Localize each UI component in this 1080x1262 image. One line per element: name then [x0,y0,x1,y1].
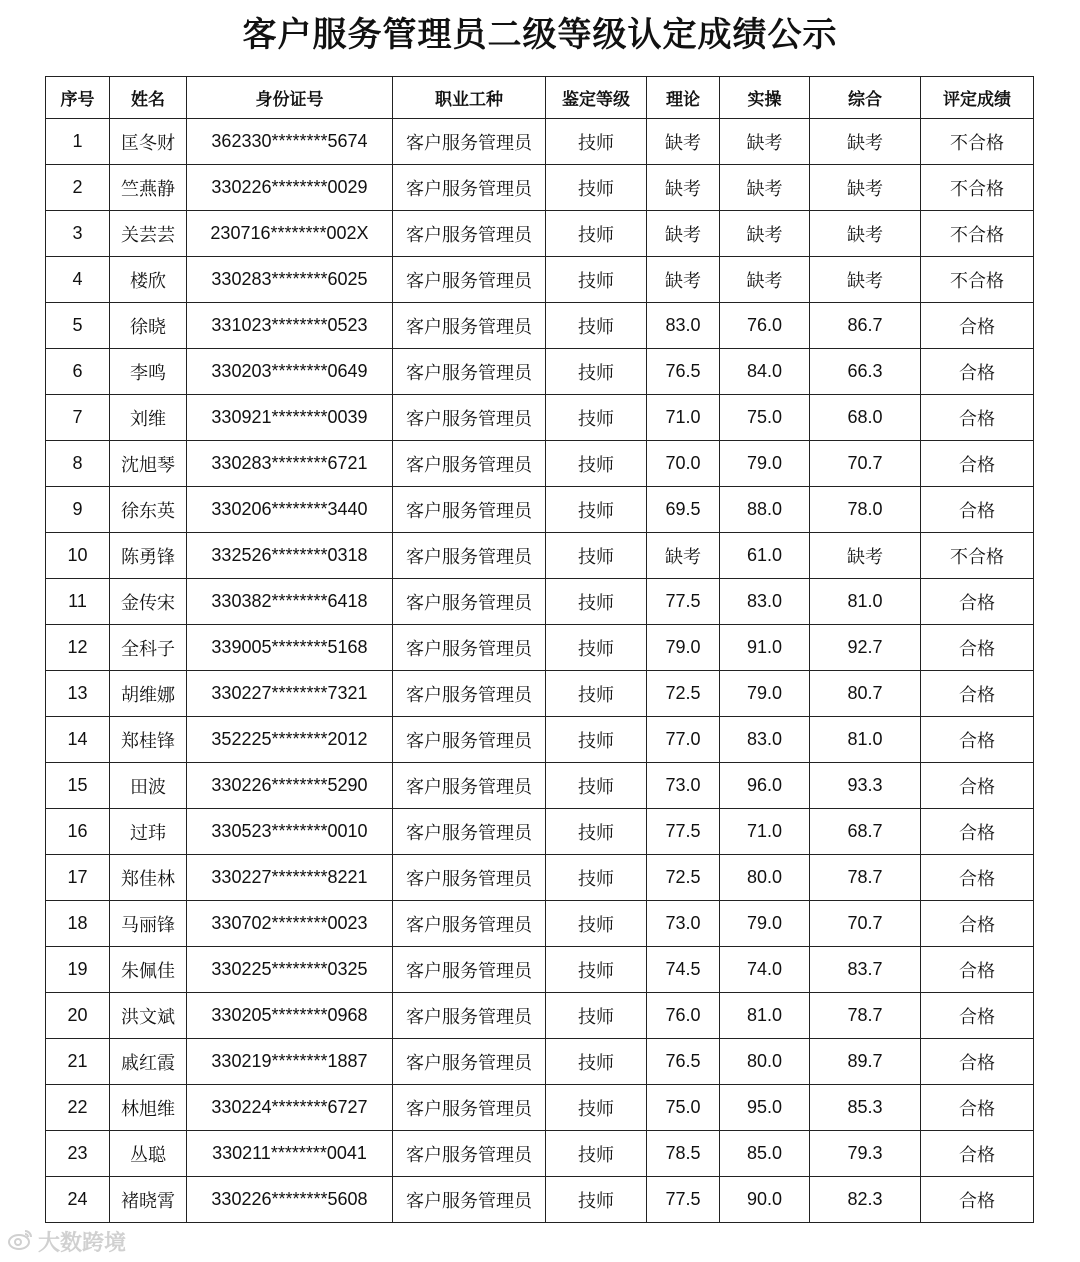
cell-overall: 缺考 [810,257,921,303]
table-row [46,395,1034,441]
cell-name: 褚晓霄 [110,1177,187,1223]
cell-occupation: 客户服务管理员 [393,349,546,395]
cell-theory: 83.0 [647,303,720,349]
cell-overall: 81.0 [810,717,921,763]
header-practice: 实操 [720,77,810,119]
cell-name: 竺燕静 [110,165,187,211]
cell-id-number: 330225********0325 [187,947,393,993]
table-row [46,717,1034,763]
cell-practice: 74.0 [720,947,810,993]
cell-theory: 缺考 [647,533,720,579]
cell-overall: 78.0 [810,487,921,533]
cell-name: 徐晓 [110,303,187,349]
cell-occupation: 客户服务管理员 [393,257,546,303]
cell-occupation: 客户服务管理员 [393,119,546,165]
cell-occupation: 客户服务管理员 [393,1177,546,1223]
cell-practice: 95.0 [720,1085,810,1131]
cell-level: 技师 [546,671,647,717]
cell-theory: 70.0 [647,441,720,487]
cell-occupation: 客户服务管理员 [393,211,546,257]
cell-overall: 70.7 [810,441,921,487]
cell-level: 技师 [546,763,647,809]
cell-name: 林旭维 [110,1085,187,1131]
cell-practice: 缺考 [720,257,810,303]
cell-practice: 缺考 [720,211,810,257]
cell-theory: 69.5 [647,487,720,533]
cell-practice: 75.0 [720,395,810,441]
cell-theory: 78.5 [647,1131,720,1177]
cell-seq: 23 [46,1131,110,1177]
cell-seq: 22 [46,1085,110,1131]
cell-occupation: 客户服务管理员 [393,303,546,349]
cell-id-number: 330226********5608 [187,1177,393,1223]
cell-occupation: 客户服务管理员 [393,1085,546,1131]
cell-name: 田波 [110,763,187,809]
cell-seq: 17 [46,855,110,901]
header-id-number: 身份证号 [187,77,393,119]
cell-id-number: 330283********6025 [187,257,393,303]
cell-overall: 79.3 [810,1131,921,1177]
cell-theory: 73.0 [647,901,720,947]
table-row [46,809,1034,855]
cell-name: 陈勇锋 [110,533,187,579]
cell-practice: 96.0 [720,763,810,809]
cell-id-number: 330523********0010 [187,809,393,855]
cell-seq: 24 [46,1177,110,1223]
cell-seq: 18 [46,901,110,947]
table-row [46,993,1034,1039]
cell-practice: 缺考 [720,165,810,211]
cell-seq: 2 [46,165,110,211]
table-body [46,119,1034,1223]
cell-name: 关芸芸 [110,211,187,257]
cell-result: 合格 [921,855,1034,901]
cell-seq: 10 [46,533,110,579]
header-theory: 理论 [647,77,720,119]
cell-result: 合格 [921,1177,1034,1223]
cell-seq: 5 [46,303,110,349]
cell-id-number: 362330********5674 [187,119,393,165]
cell-level: 技师 [546,717,647,763]
table-row [46,901,1034,947]
cell-practice: 79.0 [720,441,810,487]
cell-practice: 85.0 [720,1131,810,1177]
cell-level: 技师 [546,165,647,211]
cell-id-number: 330227********7321 [187,671,393,717]
table-row [46,119,1034,165]
cell-practice: 71.0 [720,809,810,855]
cell-practice: 88.0 [720,487,810,533]
cell-result: 合格 [921,1131,1034,1177]
cell-theory: 71.0 [647,395,720,441]
table-row [46,579,1034,625]
cell-overall: 78.7 [810,855,921,901]
cell-overall: 92.7 [810,625,921,671]
cell-theory: 77.5 [647,809,720,855]
cell-overall: 93.3 [810,763,921,809]
cell-name: 沈旭琴 [110,441,187,487]
cell-level: 技师 [546,119,647,165]
cell-seq: 4 [46,257,110,303]
cell-overall: 缺考 [810,211,921,257]
table-row [46,165,1034,211]
cell-id-number: 330283********6721 [187,441,393,487]
cell-occupation: 客户服务管理员 [393,395,546,441]
cell-level: 技师 [546,303,647,349]
cell-overall: 缺考 [810,165,921,211]
cell-result: 不合格 [921,257,1034,303]
cell-seq: 9 [46,487,110,533]
cell-level: 技师 [546,993,647,1039]
cell-theory: 77.0 [647,717,720,763]
cell-practice: 90.0 [720,1177,810,1223]
cell-overall: 86.7 [810,303,921,349]
cell-overall: 82.3 [810,1177,921,1223]
cell-practice: 91.0 [720,625,810,671]
table-row [46,1085,1034,1131]
cell-name: 徐东英 [110,487,187,533]
table-header-row [46,77,1034,119]
cell-id-number: 330921********0039 [187,395,393,441]
cell-name: 洪文斌 [110,993,187,1039]
cell-theory: 79.0 [647,625,720,671]
cell-level: 技师 [546,1039,647,1085]
table-row [46,211,1034,257]
cell-level: 技师 [546,487,647,533]
cell-overall: 78.7 [810,993,921,1039]
cell-id-number: 330219********1887 [187,1039,393,1085]
cell-seq: 15 [46,763,110,809]
cell-name: 金传宋 [110,579,187,625]
cell-id-number: 330702********0023 [187,901,393,947]
cell-result: 合格 [921,901,1034,947]
cell-level: 技师 [546,579,647,625]
cell-seq: 3 [46,211,110,257]
results-table [45,76,1034,1223]
cell-id-number: 330226********0029 [187,165,393,211]
watermark [8,1226,126,1257]
cell-seq: 14 [46,717,110,763]
cell-result: 不合格 [921,165,1034,211]
cell-seq: 1 [46,119,110,165]
cell-theory: 77.5 [647,579,720,625]
cell-id-number: 331023********0523 [187,303,393,349]
cell-level: 技师 [546,1131,647,1177]
cell-overall: 89.7 [810,1039,921,1085]
cell-theory: 76.0 [647,993,720,1039]
cell-level: 技师 [546,901,647,947]
cell-level: 技师 [546,349,647,395]
cell-level: 技师 [546,395,647,441]
cell-level: 技师 [546,257,647,303]
table-row [46,349,1034,395]
cell-level: 技师 [546,947,647,993]
cell-level: 技师 [546,211,647,257]
cell-name: 刘维 [110,395,187,441]
cell-name: 全科子 [110,625,187,671]
cell-theory: 73.0 [647,763,720,809]
cell-result: 合格 [921,441,1034,487]
cell-theory: 77.5 [647,1177,720,1223]
table-row [46,855,1034,901]
table-row [46,303,1034,349]
header-occupation: 职业工种 [393,77,546,119]
cell-seq: 8 [46,441,110,487]
cell-occupation: 客户服务管理员 [393,901,546,947]
cell-theory: 74.5 [647,947,720,993]
cell-id-number: 330382********6418 [187,579,393,625]
cell-name: 马丽锋 [110,901,187,947]
cell-overall: 80.7 [810,671,921,717]
cell-occupation: 客户服务管理员 [393,1131,546,1177]
cell-theory: 75.0 [647,1085,720,1131]
cell-result: 合格 [921,1085,1034,1131]
cell-level: 技师 [546,533,647,579]
cell-name: 丛聪 [110,1131,187,1177]
cell-practice: 76.0 [720,303,810,349]
table-row [46,763,1034,809]
table-row [46,257,1034,303]
cell-name: 戚红霞 [110,1039,187,1085]
cell-name: 郑桂锋 [110,717,187,763]
cell-result: 合格 [921,349,1034,395]
weibo-logo-icon [8,1228,34,1255]
cell-seq: 6 [46,349,110,395]
cell-seq: 12 [46,625,110,671]
cell-theory: 76.5 [647,1039,720,1085]
cell-result: 合格 [921,625,1034,671]
table-row [46,671,1034,717]
cell-result: 合格 [921,487,1034,533]
cell-occupation: 客户服务管理员 [393,763,546,809]
cell-occupation: 客户服务管理员 [393,165,546,211]
cell-theory: 缺考 [647,119,720,165]
cell-practice: 缺考 [720,119,810,165]
header-result: 评定成绩 [921,77,1034,119]
cell-id-number: 330227********8221 [187,855,393,901]
cell-seq: 7 [46,395,110,441]
cell-id-number: 330226********5290 [187,763,393,809]
cell-name: 郑佳林 [110,855,187,901]
cell-name: 朱佩佳 [110,947,187,993]
cell-practice: 61.0 [720,533,810,579]
cell-id-number: 339005********5168 [187,625,393,671]
cell-practice: 80.0 [720,1039,810,1085]
cell-occupation: 客户服务管理员 [393,625,546,671]
cell-occupation: 客户服务管理员 [393,533,546,579]
cell-overall: 81.0 [810,579,921,625]
cell-name: 胡维娜 [110,671,187,717]
cell-occupation: 客户服务管理员 [393,487,546,533]
cell-name: 过玮 [110,809,187,855]
header-seq: 序号 [46,77,110,119]
header-overall: 综合 [810,77,921,119]
header-name: 姓名 [110,77,187,119]
watermark-text: 大数跨境 [38,1231,127,1256]
cell-overall: 70.7 [810,901,921,947]
cell-id-number: 332526********0318 [187,533,393,579]
cell-result: 合格 [921,671,1034,717]
table-row [46,441,1034,487]
cell-level: 技师 [546,855,647,901]
cell-occupation: 客户服务管理员 [393,441,546,487]
cell-occupation: 客户服务管理员 [393,717,546,763]
cell-level: 技师 [546,441,647,487]
cell-id-number: 330211********0041 [187,1131,393,1177]
cell-name: 李鸣 [110,349,187,395]
cell-occupation: 客户服务管理员 [393,1039,546,1085]
cell-id-number: 330203********0649 [187,349,393,395]
cell-occupation: 客户服务管理员 [393,855,546,901]
cell-practice: 81.0 [720,993,810,1039]
cell-seq: 20 [46,993,110,1039]
cell-practice: 79.0 [720,901,810,947]
cell-overall: 68.7 [810,809,921,855]
cell-seq: 19 [46,947,110,993]
table-row [46,625,1034,671]
cell-id-number: 330206********3440 [187,487,393,533]
cell-theory: 72.5 [647,671,720,717]
cell-overall: 缺考 [810,119,921,165]
cell-result: 合格 [921,717,1034,763]
cell-seq: 11 [46,579,110,625]
table-row [46,947,1034,993]
header-level: 鉴定等级 [546,77,647,119]
cell-practice: 79.0 [720,671,810,717]
cell-result: 合格 [921,303,1034,349]
table-row [46,1039,1034,1085]
cell-result: 合格 [921,947,1034,993]
cell-result: 不合格 [921,533,1034,579]
cell-result: 合格 [921,395,1034,441]
cell-overall: 缺考 [810,533,921,579]
cell-result: 合格 [921,993,1034,1039]
table-row [46,1131,1034,1177]
cell-practice: 83.0 [720,717,810,763]
cell-level: 技师 [546,1177,647,1223]
cell-seq: 16 [46,809,110,855]
cell-level: 技师 [546,1085,647,1131]
cell-occupation: 客户服务管理员 [393,671,546,717]
cell-occupation: 客户服务管理员 [393,809,546,855]
cell-level: 技师 [546,809,647,855]
cell-practice: 84.0 [720,349,810,395]
cell-seq: 13 [46,671,110,717]
cell-occupation: 客户服务管理员 [393,993,546,1039]
cell-id-number: 352225********2012 [187,717,393,763]
cell-level: 技师 [546,625,647,671]
cell-result: 合格 [921,809,1034,855]
cell-result: 不合格 [921,119,1034,165]
cell-name: 楼欣 [110,257,187,303]
cell-overall: 68.0 [810,395,921,441]
cell-result: 合格 [921,1039,1034,1085]
cell-occupation: 客户服务管理员 [393,579,546,625]
cell-result: 不合格 [921,211,1034,257]
cell-overall: 85.3 [810,1085,921,1131]
cell-overall: 83.7 [810,947,921,993]
cell-theory: 缺考 [647,165,720,211]
table-row [46,533,1034,579]
table-row [46,487,1034,533]
cell-theory: 缺考 [647,211,720,257]
cell-practice: 83.0 [720,579,810,625]
cell-id-number: 330224********6727 [187,1085,393,1131]
cell-name: 匡冬财 [110,119,187,165]
cell-theory: 缺考 [647,257,720,303]
cell-practice: 80.0 [720,855,810,901]
cell-result: 合格 [921,763,1034,809]
cell-occupation: 客户服务管理员 [393,947,546,993]
cell-id-number: 330205********0968 [187,993,393,1039]
cell-theory: 72.5 [647,855,720,901]
cell-result: 合格 [921,579,1034,625]
cell-overall: 66.3 [810,349,921,395]
page-title: 客户服务管理员二级等级认定成绩公示 [242,15,838,55]
cell-id-number: 230716********002X [187,211,393,257]
cell-seq: 21 [46,1039,110,1085]
table-row [46,1177,1034,1223]
cell-theory: 76.5 [647,349,720,395]
